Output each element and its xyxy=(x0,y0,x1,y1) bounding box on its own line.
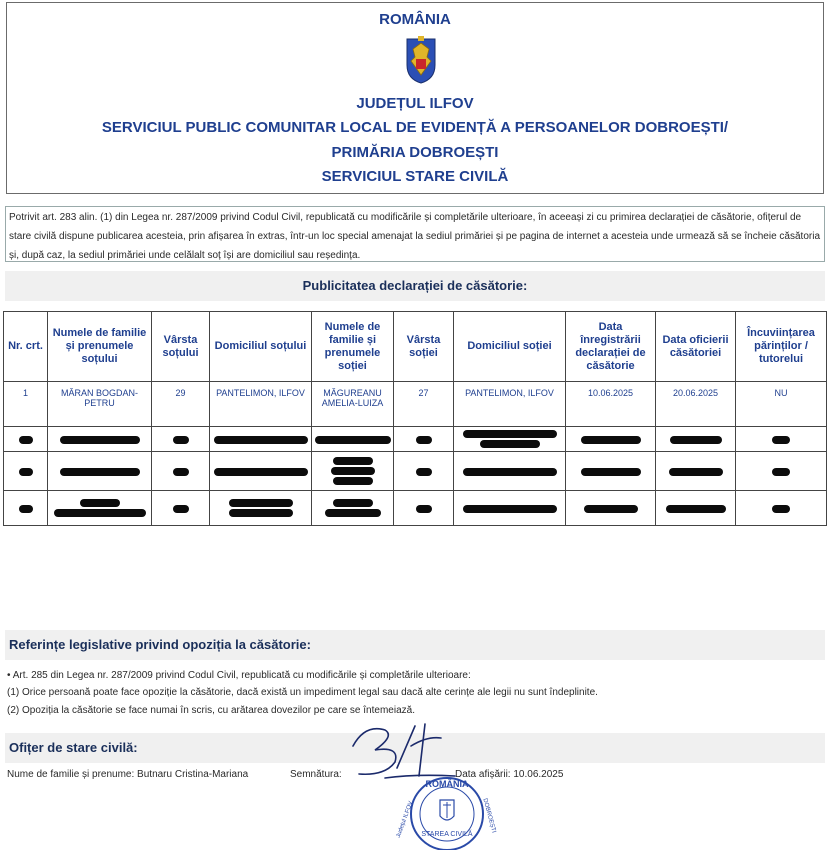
table-cell: PANTELIMON, ILFOV xyxy=(454,382,566,427)
officer-title: Ofițer de stare civilă: xyxy=(5,733,825,763)
redacted-cell xyxy=(152,491,210,526)
section-title: Publicitatea declarației de căsătorie: xyxy=(5,271,825,301)
table-cell: 20.06.2025 xyxy=(656,382,736,427)
col-header: Vârsta soției xyxy=(394,312,454,382)
table-row-redacted xyxy=(4,427,827,452)
intro-paragraph: Potrivit art. 283 alin. (1) din Legea nr. 287/2009 privind Codul Civil, republicată cu modificările și completările ulterioare, în aceeași zi cu primirea declarației de căsătorie, ofițerul de stare civilă dispune publicarea acesteia, prin afișarea în extras, într-un loc special amenajat la sediul primăriei și pe pagina de internet a acesteia unde urmează să se încheie căsătoria și, după caz, la sediul primăriei unde celălalt soț își are domiciliul sau reședința. xyxy=(5,206,825,262)
header-civil: SERVICIUL STARE CIVILĂ xyxy=(321,168,509,185)
redacted-cell xyxy=(736,452,827,491)
redacted-cell xyxy=(736,491,827,526)
col-header: Nr. crt. xyxy=(4,312,48,382)
table-row-redacted xyxy=(4,491,827,526)
redacted-cell xyxy=(48,491,152,526)
legal-title: Referințe legislative privind opoziția la căsătorie: xyxy=(5,630,825,660)
redacted-cell xyxy=(454,427,566,452)
redacted-cell xyxy=(210,491,312,526)
redacted-cell xyxy=(4,452,48,491)
table-row-redacted xyxy=(4,452,827,491)
col-header: Numele de familie și prenumele soțului xyxy=(48,312,152,382)
document-header xyxy=(6,2,824,194)
table-cell: PANTELIMON, ILFOV xyxy=(210,382,312,427)
redacted-cell xyxy=(566,427,656,452)
officer-name: Nume de familie și prenume: Butnaru Cristina-Mariana xyxy=(7,769,249,780)
legal-line-1: • Art. 285 din Legea nr. 287/2009 privind Codul Civil, republicată cu modificările și completările ulterioare: xyxy=(7,670,471,681)
redacted-cell xyxy=(152,452,210,491)
official-stamp xyxy=(392,770,502,850)
redacted-cell xyxy=(48,427,152,452)
redacted-cell xyxy=(566,452,656,491)
redacted-cell xyxy=(312,452,394,491)
col-header: Numele de familie și prenumele soției xyxy=(312,312,394,382)
col-header: Încuviințarea părinților / tutorelui xyxy=(736,312,827,382)
redacted-cell xyxy=(4,491,48,526)
col-header: Domiciliul soției xyxy=(454,312,566,382)
redacted-cell xyxy=(656,491,736,526)
redacted-cell xyxy=(394,452,454,491)
col-header: Data oficierii căsătoriei xyxy=(656,312,736,382)
col-header: Domiciliul soțului xyxy=(210,312,312,382)
redacted-cell xyxy=(656,427,736,452)
header-county: JUDEȚUL ILFOV xyxy=(356,95,474,112)
redacted-cell xyxy=(312,427,394,452)
declarations-table xyxy=(3,311,827,526)
table-cell: MĂGUREANU AMELIA-LUIZA xyxy=(312,382,394,427)
header-primarie: PRIMĂRIA DOBROEȘTI xyxy=(331,144,499,161)
signature-label: Semnătura: xyxy=(290,769,342,780)
stamp-left-text: Județul ILFOV xyxy=(395,800,415,839)
posting-date: Data afișării: 10.06.2025 xyxy=(455,769,564,780)
table-cell: 29 xyxy=(152,382,210,427)
table-cell: NU xyxy=(736,382,827,427)
stamp-top-text: ROMÂNIA xyxy=(425,779,469,789)
stamp-right-text: DOBROEȘTI xyxy=(481,797,497,834)
header-country: ROMÂNIA xyxy=(379,11,451,28)
redacted-cell xyxy=(454,452,566,491)
table-cell: MĂRAN BOGDAN-PETRU xyxy=(48,382,152,427)
legal-line-2: (1) Orice persoană poate face opoziție la căsătorie, dacă există un impediment legal sau dacă alte cerințe ale legii nu sunt îndeplinite. xyxy=(7,687,598,698)
redacted-cell xyxy=(48,452,152,491)
header-service: SERVICIUL PUBLIC COMUNITAR LOCAL DE EVIDENȚĂ A PERSOANELOR DOBROEȘTI/ xyxy=(101,119,729,136)
redacted-cell xyxy=(210,452,312,491)
table-cell: 10.06.2025 xyxy=(566,382,656,427)
redacted-cell xyxy=(312,491,394,526)
redacted-cell xyxy=(394,427,454,452)
table-header-row xyxy=(4,312,827,382)
redacted-cell xyxy=(394,491,454,526)
col-header: Data înregistrării declarației de căsătorie xyxy=(566,312,656,382)
legal-line-3: (2) Opoziția la căsătorie se face numai în scris, cu arătarea dovezilor pe care se întemeiază. xyxy=(7,705,415,716)
col-header: Vârsta soțului xyxy=(152,312,210,382)
stamp-bottom-text: STAREA CIVILĂ xyxy=(421,831,473,838)
redacted-cell xyxy=(152,427,210,452)
table-row xyxy=(4,382,827,427)
redacted-cell xyxy=(566,491,656,526)
table-cell: 27 xyxy=(394,382,454,427)
redacted-cell xyxy=(210,427,312,452)
redacted-cell xyxy=(454,491,566,526)
table-cell: 1 xyxy=(4,382,48,427)
coat-of-arms-icon xyxy=(403,35,439,85)
redacted-cell xyxy=(656,452,736,491)
redacted-cell xyxy=(736,427,827,452)
redacted-cell xyxy=(4,427,48,452)
